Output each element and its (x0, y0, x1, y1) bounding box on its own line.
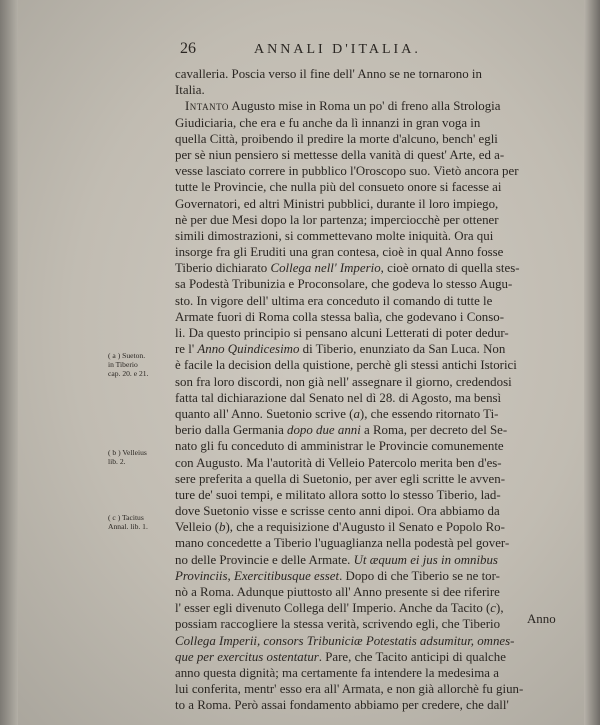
text-run: Collega nell' Imperio (270, 261, 381, 276)
text-run: ), (496, 601, 504, 616)
text-run: li. Da questo principio si pensano alcuni Letterati di poter dedur- (175, 326, 509, 340)
text-run: insorge fra gli Eruditi una gran contesa, cioè in qual Anno fosse (175, 245, 504, 260)
text-run: . Pare, che Tacito anticipi di qualche (318, 649, 506, 664)
text-line (175, 438, 575, 454)
page-right-edge-shadow (584, 0, 600, 725)
text-line (175, 98, 575, 114)
text-run: Italia. (175, 83, 205, 98)
text-run: nè per due Mesi dopo la lor partenza; imperciocchè per ottener (175, 212, 499, 227)
text-run: nò a Roma. Adunque piuttosto all' Anno presente si dee riferire (175, 585, 500, 599)
catchword: Anno (527, 612, 556, 626)
sidenote-a (108, 351, 174, 378)
text-run: mano concedette a Tiberio l'uguaglianza nella podestà pel gover- (175, 536, 510, 551)
text-run: possiam raccogliere la stessa verità, scrivendo egli, che Tiberio (175, 617, 501, 632)
text-line (175, 519, 575, 535)
text-run: Anno Quindicesimo (197, 342, 300, 357)
text-line (175, 115, 575, 131)
text-line (175, 244, 575, 260)
text-line (175, 487, 575, 503)
text-line (175, 422, 575, 438)
text-run: Intanto (185, 99, 229, 114)
text-run: Tiberio dichiarato (175, 261, 271, 276)
text-line (175, 697, 575, 713)
text-line (175, 66, 575, 82)
text-line (175, 293, 575, 309)
text-run: vesse lasciato correre in pubblico l'Oroscopo suo. Vietò ancora per (175, 164, 519, 179)
text-run: Ut æquum ei jus in omnibus (353, 552, 498, 567)
running-title: ANNALI D'ITALIA. (254, 42, 421, 57)
page-number: 26 (180, 40, 196, 57)
text-run: to a Roma. Però assai fondamento abbiamo per credere, che dall' (175, 698, 509, 713)
text-run: l' esser egli divenuto Collega dell' Imperio. Anche da Tacito ( (175, 601, 491, 616)
sidenote-b (108, 448, 174, 466)
text-line (175, 406, 575, 422)
text-run: a (353, 406, 360, 421)
text-run: Collega Imperii, consors Tribuniciæ Potestatis adsumitur, omnes- (175, 633, 515, 648)
text-run: ture de' suoi tempi, e militato allora sotto lo stesso Tiberio, lad- (175, 487, 501, 502)
text-line (175, 455, 575, 471)
text-run: ), che essendo ritornato Ti- (359, 406, 499, 421)
text-line (175, 390, 575, 406)
text-run: . Dopo di che Tiberio se ne tor- (339, 568, 500, 583)
text-line (175, 503, 575, 519)
text-line (175, 665, 575, 681)
text-run: fatta tal dichiarazione dal Senato nel dì 28. di Agosto, ma bensì (175, 390, 502, 405)
text-run: dopo due anni (287, 423, 361, 438)
text-line (175, 325, 575, 341)
text-run: Augusto mise in Roma un po' di freno alla Strologia (228, 99, 501, 114)
text-run: nato gli fu conceduto di amministrar le Provincie comunemente (175, 439, 504, 454)
text-line (175, 163, 575, 179)
sidenote-c (108, 513, 174, 531)
text-line (175, 147, 575, 163)
text-line (175, 82, 575, 98)
text-run: re l' (175, 342, 198, 357)
text-line (175, 341, 575, 357)
page-left-edge-shadow (0, 0, 18, 725)
sidenote-line: Annal. lib. 1. (108, 522, 148, 531)
text-line (175, 276, 575, 292)
text-line (175, 131, 575, 147)
text-run: sto. In vigore dell' ultima era conceduto il comando di tutte le (175, 293, 493, 308)
sidenote-line: ( a ) Sueton. (108, 351, 146, 360)
text-run: dove Suetonio visse e scrisse cento anni dipoi. Ora abbiamo da (175, 504, 500, 519)
text-line (175, 681, 575, 697)
text-run: anno questa dignità; ma certamente fa intendere la medesima a (175, 665, 499, 680)
text-line (175, 649, 575, 665)
text-line (175, 471, 575, 487)
text-line (175, 535, 575, 551)
text-line (175, 357, 575, 373)
sidenote-line: lib. 2. (108, 457, 126, 466)
text-run: per sè niun pensiero si mettesse della vanità di quest' Arte, ed a- (175, 147, 505, 162)
text-run: Governatori, ed altri Ministri pubblici, durante il loro impiego, (175, 196, 499, 211)
text-run: c (490, 601, 497, 616)
text-run: quanto all' Anno. Suetonio scrive ( (175, 406, 354, 421)
text-line (175, 179, 575, 195)
text-run: b (219, 520, 226, 535)
text-run: quella Città, proibendo il predire la morte d'alcuno, bench' egli (175, 131, 498, 146)
text-run: no delle Provincie e delle Armate. (175, 552, 354, 567)
text-run: lui conferita, mentr' esso era all' Armata, e non già allorchè fu giun- (175, 682, 524, 697)
text-line (175, 616, 575, 632)
text-line (175, 212, 575, 228)
text-run: , cioè ornato di quella stes- (380, 261, 520, 276)
text-line (175, 568, 575, 584)
text-line (175, 633, 575, 649)
sidenote-line: ( b ) Velleius (108, 448, 147, 457)
text-run: son fra loro discordi, non già nell' assegnare il giorno, credendosi (175, 374, 512, 389)
text-line (175, 260, 575, 276)
text-line (175, 374, 575, 390)
text-line (175, 552, 575, 568)
sidenote-line: cap. 20. e 21. (108, 369, 149, 378)
text-run: con Augusto. Ma l'autorità di Velleio Patercolo merita ben d'es- (175, 455, 502, 470)
text-run: a Roma, per decreto del Se- (360, 423, 508, 438)
body-text (175, 66, 575, 714)
text-run: que per exercitus ostentatur (175, 649, 319, 664)
text-line (175, 228, 575, 244)
text-run: tutte le Provincie, che nulla più del consueto onore si facesse ai (175, 180, 502, 195)
text-run: ), che a requisizione d'Augusto il Senato e Popolo Ro- (225, 520, 505, 535)
text-run: cavalleria. Poscia verso il fine dell' Anno se ne tornarono in (175, 67, 482, 81)
text-run: Armate fuori di Roma colla stessa balìa, che godevano i Conso- (175, 309, 504, 324)
text-run: Provinciis, Exercitibusque esset (175, 568, 340, 583)
sidenote-line: in Tiberio (108, 360, 138, 369)
text-run: berio dalla Germania (175, 423, 288, 438)
text-run: sa Podestà Tribunizia e Proconsolare, che godeva lo stesso Augu- (175, 277, 513, 292)
text-run: di Tiberio, enunziato da San Luca. Non (299, 342, 506, 357)
text-line (175, 584, 575, 600)
text-line (175, 600, 575, 616)
sidenote-line: ( c ) Tacitus (108, 513, 144, 522)
text-run: Giudiciaria, che era e fu anche da lì innanzi in gran voga in (175, 115, 481, 130)
text-run: è facile la decision della quistione, perchè gli stessi antichi Istorici (175, 358, 517, 373)
text-run: sere preferita a quella di Suetonio, per aver egli scritte le avven- (175, 471, 505, 486)
text-run: Velleio ( (175, 520, 220, 535)
text-run: simili dimostrazioni, si commettevano molte iniquità. Ora qui (175, 228, 494, 243)
text-line (175, 309, 575, 325)
text-line (175, 196, 575, 212)
